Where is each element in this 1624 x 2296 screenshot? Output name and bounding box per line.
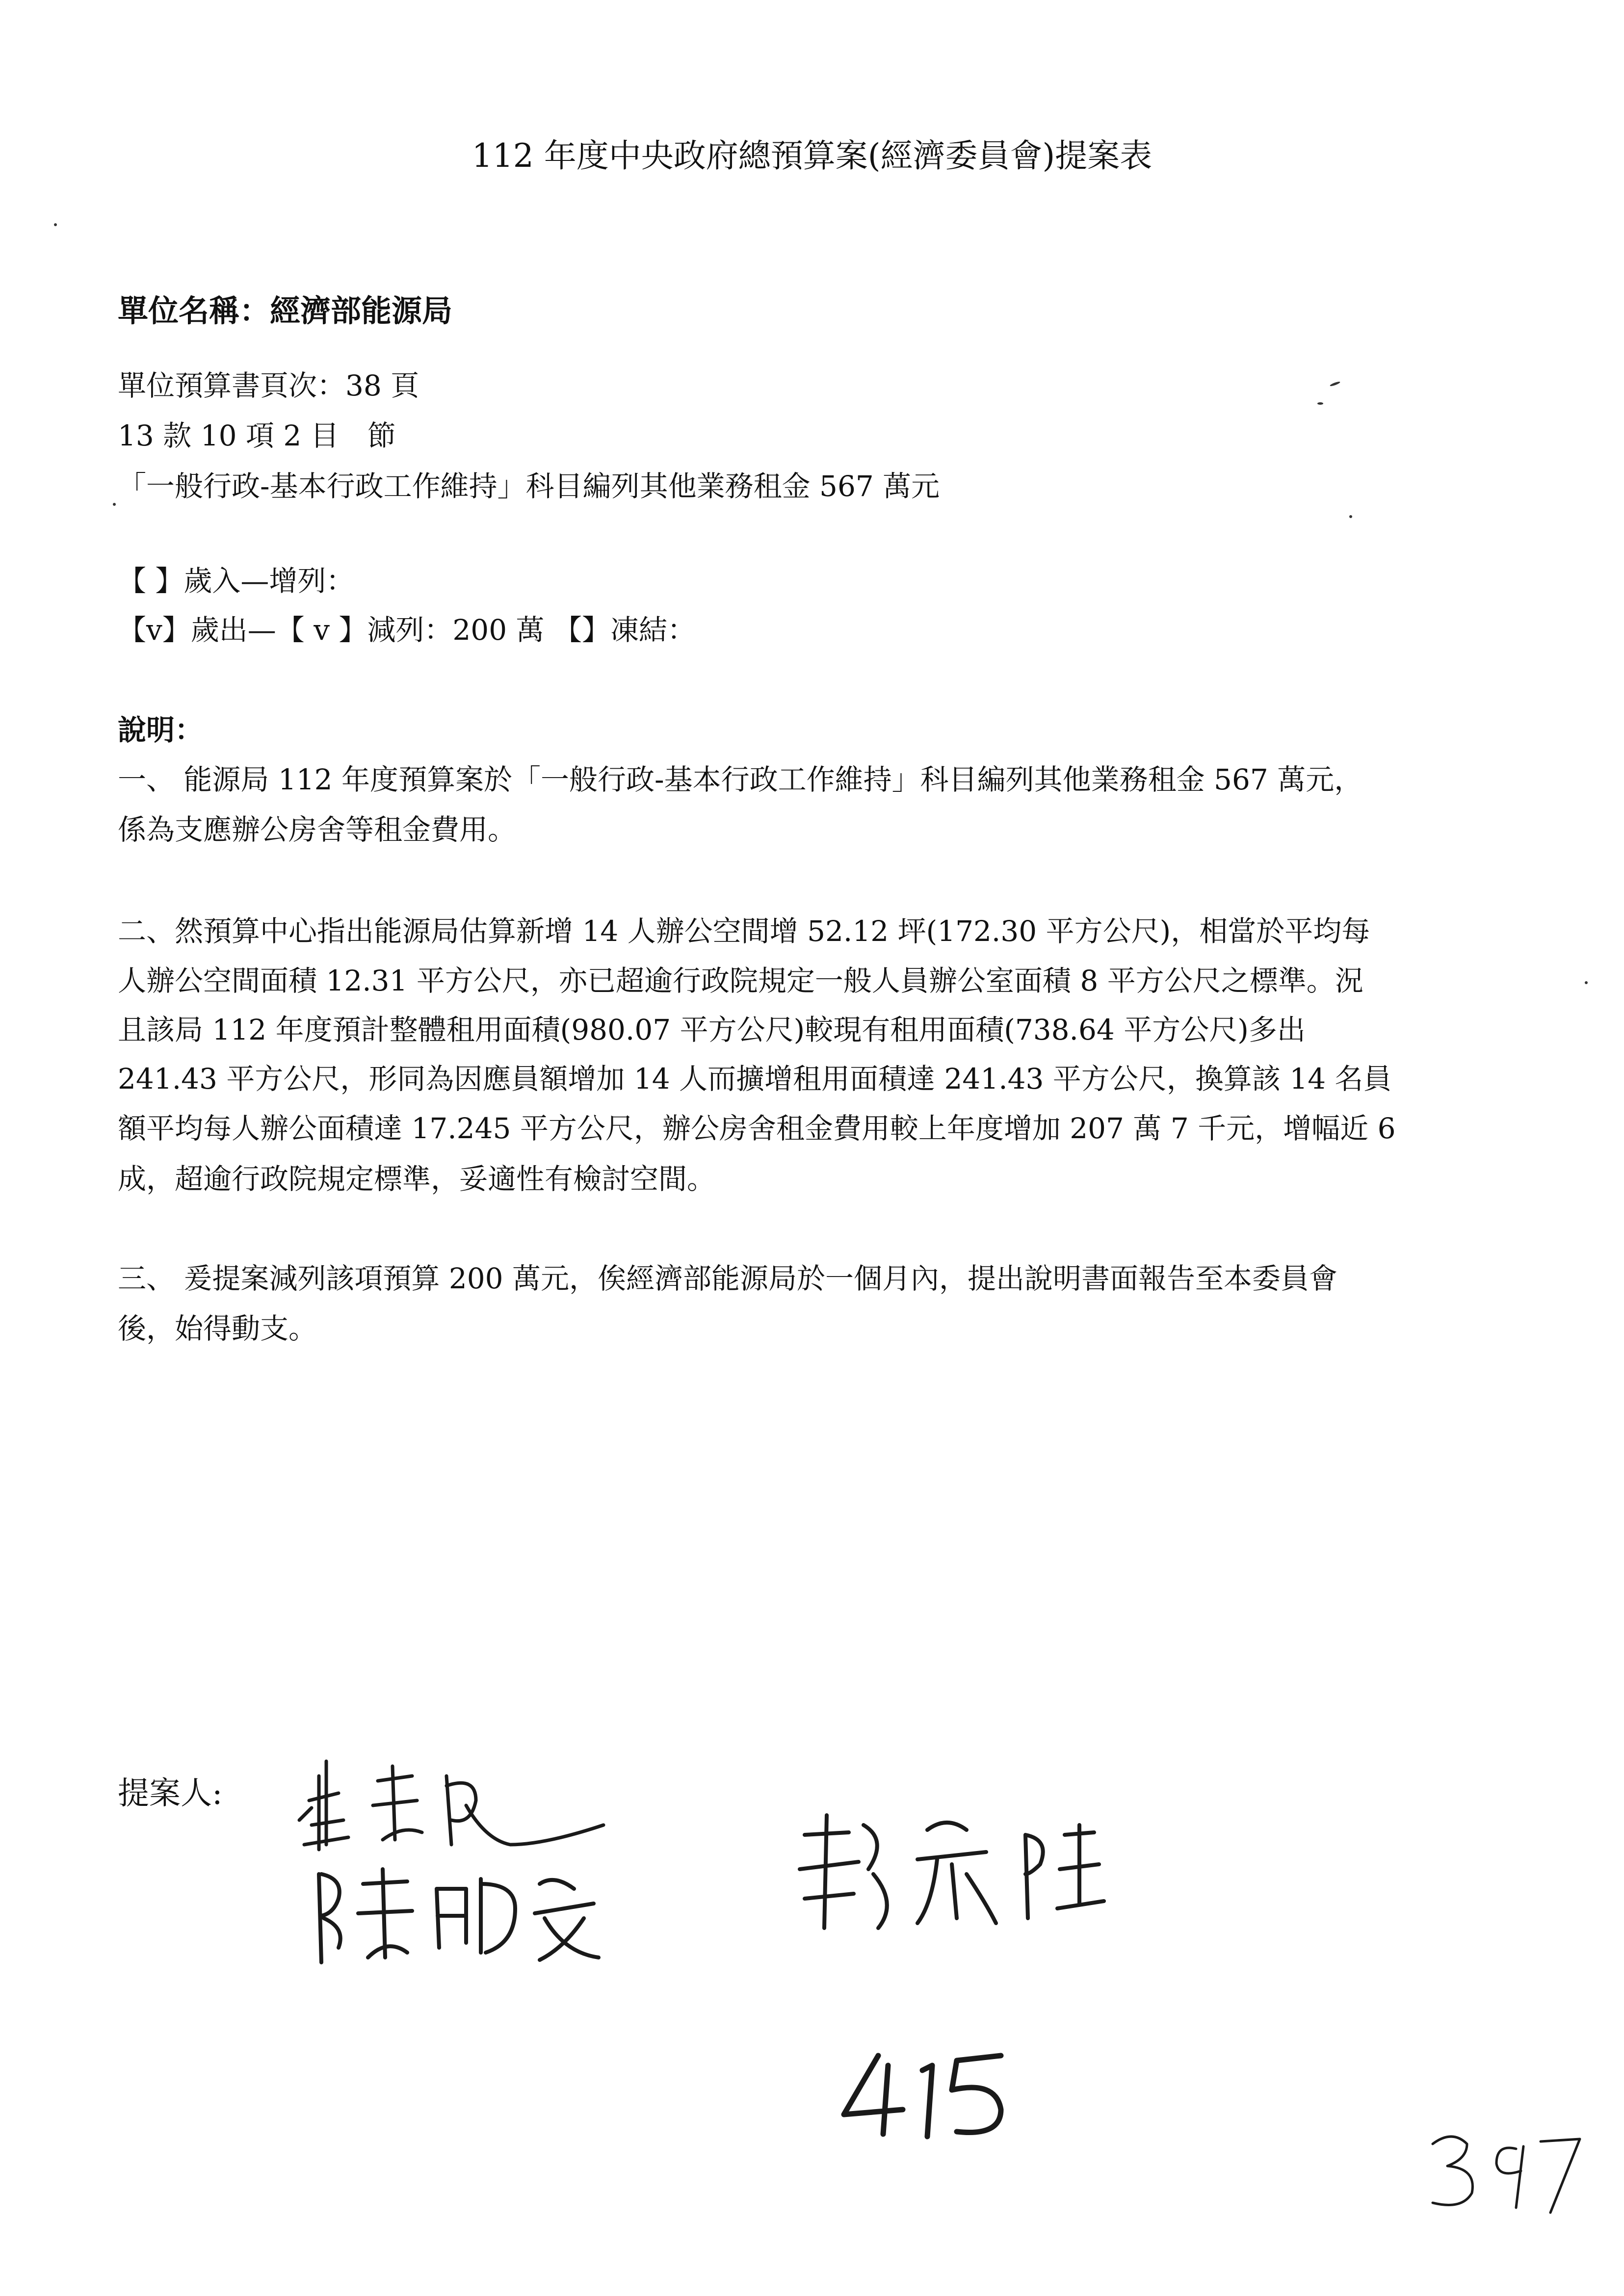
proposer-label: 提案人: bbox=[118, 1775, 223, 1812]
paragraph-2-line: 人辦公空間面積 12.31 平方公尺，亦已超逾行政院規定一般人員辦公室面積 8 平方公尺之標準。況 bbox=[118, 964, 1363, 997]
paragraph-3-line: 後，始得動支。 bbox=[118, 1312, 317, 1345]
paragraph-2-line: 額平均每人辦公面積達 17.245 平方公尺，辦公房舍租金費用較上年度增加 207 萬 7 千元，增幅近 6 bbox=[118, 1112, 1396, 1145]
paragraph-1-line: 一、 能源局 112 年度預算案於「一般行政-基本行政工作維持」科目編列其他業務租金 567 萬元， bbox=[118, 763, 1363, 796]
paragraph-1-line: 係為支應辦公房舍等租金費用。 bbox=[118, 813, 517, 846]
handwritten-signature bbox=[309, 1854, 613, 1972]
stray-mark bbox=[1585, 981, 1588, 984]
budget-page-ref: 單位預算書頁次：38 頁 bbox=[118, 369, 419, 402]
stray-mark bbox=[1330, 381, 1340, 387]
handwritten-corner-number bbox=[1423, 2119, 1590, 2218]
handwritten-page-number bbox=[834, 2046, 1040, 2144]
item-code: 13 款 10 項 2 目 節 bbox=[118, 419, 396, 452]
explanation-label: 說明： bbox=[118, 713, 204, 747]
paragraph-2-line: 成，超逾行政院規定標準，妥適性有檢討空間。 bbox=[118, 1162, 716, 1196]
document-title: 112 年度中央政府總預算案(經濟委員會)提案表 bbox=[471, 137, 1153, 175]
paragraph-3-line: 三、 爰提案減列該項預算 200 萬元，俟經濟部能源局於一個月內，提出說明書面報告至本委員會 bbox=[118, 1262, 1338, 1295]
paragraph-2-line: 且該局 112 年度預計整體租用面積(980.07 平方公尺)較現有租用面積(738.64 平方公尺)多出 bbox=[118, 1013, 1306, 1046]
paragraph-2-line: 二、然預算中心指出能源局估算新增 14 人辦公空間增 52.12 坪(172.30 平方公尺)，相當於平均每 bbox=[118, 914, 1370, 948]
stray-mark bbox=[1349, 515, 1352, 518]
stray-mark bbox=[1317, 402, 1323, 405]
expense-line: 【v】歲出—【 v 】減列：200 萬 【】凍結： bbox=[118, 613, 696, 647]
handwritten-signature bbox=[790, 1805, 1114, 1943]
paragraph-2-line: 241.43 平方公尺，形同為因應員額增加 14 人而擴增租用面積達 241.43 平方公尺，換算該 14 名員 bbox=[118, 1062, 1392, 1096]
stray-mark bbox=[113, 503, 116, 506]
revenue-line: 【 】歲入—增列： bbox=[118, 564, 355, 598]
unit-name: 單位名稱：經濟部能源局 bbox=[118, 293, 453, 329]
stray-mark bbox=[54, 223, 57, 226]
item-description: 「一般行政-基本行政工作維持」科目編列其他業務租金 567 萬元 bbox=[118, 470, 940, 503]
